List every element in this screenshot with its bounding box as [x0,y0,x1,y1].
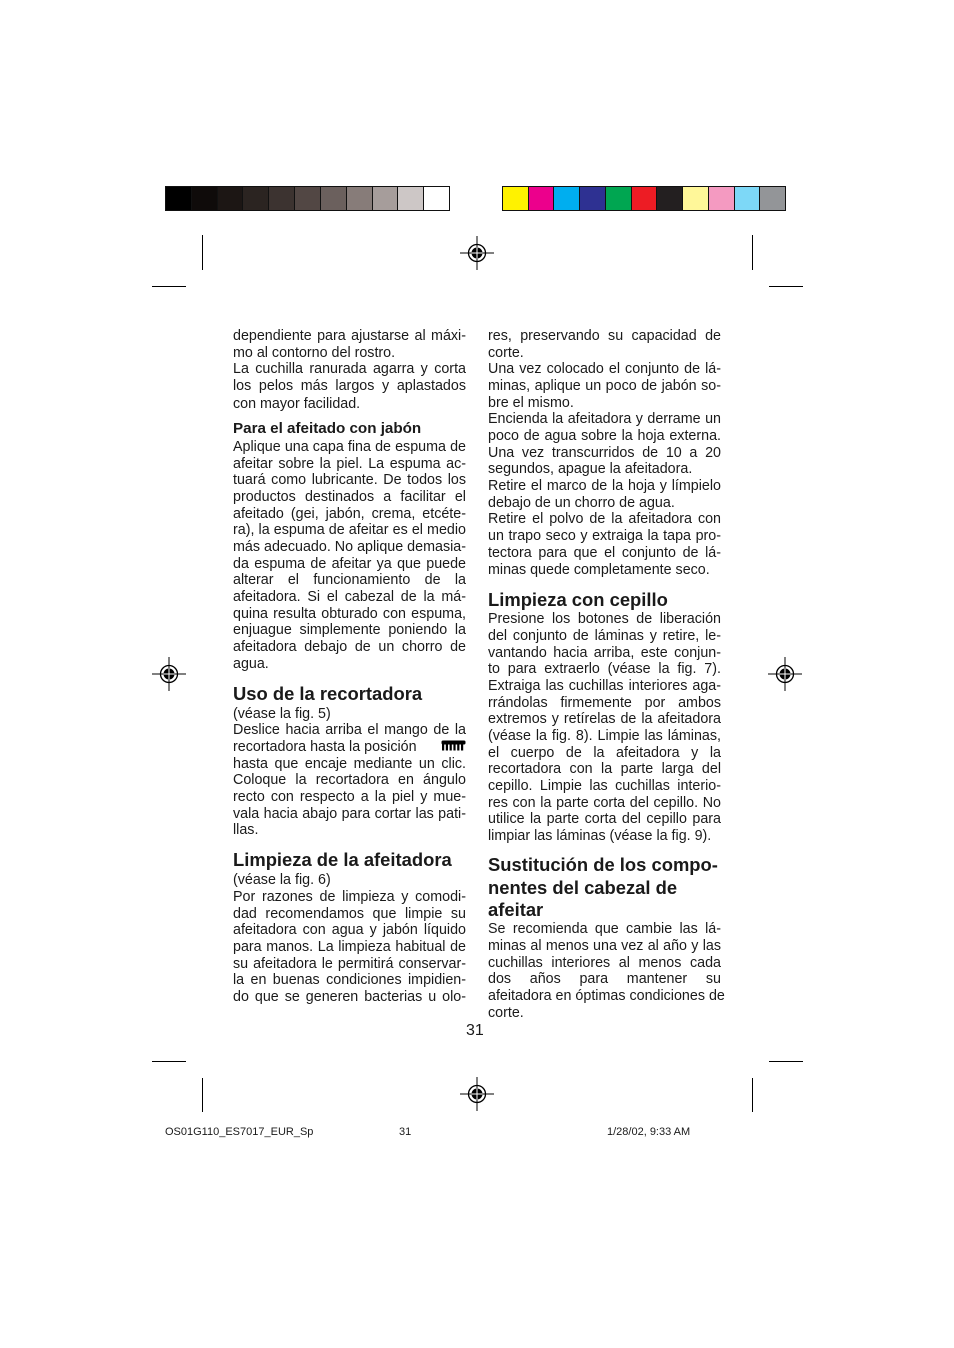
color-calibration-bar [502,186,786,211]
body-text-line: afeitadora en óptimas condiciones de [488,988,725,1004]
body-text-line: res, preservando su capacidad de [488,328,721,344]
color-swatch [735,187,761,210]
body-text-line: to para extraerlo (véase la fig. 7). [488,661,721,677]
slug-page: 31 [399,1126,412,1138]
body-text-line: dad recomendamos que limpie su [233,906,466,922]
body-text-line: Coloque la recortadora en ángulo [233,772,466,788]
body-text-line: corte. [488,345,524,361]
body-text-line: ra), la espuma de afeitar es el medio [233,522,466,538]
body-text-line: Aplique una capa fina de espuma de [233,439,466,455]
section-heading: Uso de la recortadora [233,683,423,704]
body-text-line: hasta que encaje mediante un clic. [233,756,466,772]
body-text-line: (véase la fig. 6) [233,872,331,888]
body-text-line: Retire el marco de la hoja y límpielo [488,478,721,494]
crop-mark [202,1078,203,1112]
slug-date: 1/28/02, 9:33 AM [607,1126,691,1138]
body-text-line: agua. [233,656,269,672]
body-text-line: Una vez colocado el conjunto de lá- [488,361,721,377]
body-text-line: mo al contorno del rostro. [233,345,396,361]
registration-target-icon [460,1077,494,1111]
body-text-line: un trapo seco y extraiga la tapa pro- [488,528,721,544]
body-text-line: los pelos más largos y aplastados [233,378,466,394]
body-text-line: da espuma de afeitar ya que puede [233,556,466,572]
body-text-line: tectora para que el conjunto de lá- [488,545,721,561]
body-text-line: Retire el polvo de la afeitadora con [488,511,721,527]
body-text-line: cuchillas interiores al menos cada [488,955,721,971]
body-text-line: poco de agua sobre la hoja externa. [488,428,721,444]
body-text-line: productos destinados a facilitar el [233,489,466,505]
body-text-line: limpiar las láminas (véase la fig. 9). [488,828,712,844]
color-swatch [554,187,580,210]
section-subheading: Para el afeitado con jabón [233,420,422,437]
body-text-line: quina resulta obturado con espuma, [233,606,466,622]
crop-mark [752,1078,753,1112]
body-text-line: con mayor facilidad. [233,396,361,412]
color-swatch [760,187,785,210]
color-swatch [683,187,709,210]
section-heading: Limpieza con cepillo [488,589,668,610]
color-swatch [580,187,606,210]
body-text-line: su afeitadora le permitirá conservar- [233,956,466,972]
color-swatch [632,187,658,210]
color-swatch [269,187,295,210]
slug-filename: OS01G110_ES7017_EUR_Sp [165,1126,314,1138]
page-number: 31 [466,1022,484,1039]
body-text-line: recortadora con la parte larga del [488,761,721,777]
body-text-line: afeitadora con agua y jabón líquido [233,922,466,938]
body-text-line: enjuague simplemente poniendo la [233,622,466,638]
body-text-line: dos años para mantener su [488,971,721,987]
crop-mark [752,235,753,270]
color-swatch [373,187,399,210]
body-text-line: La cuchilla ranurada agarra y corta [233,361,466,377]
body-text-line: Por razones de limpieza y comodi- [233,889,466,905]
section-heading: nentes del cabezal de [488,877,678,898]
color-swatch [218,187,244,210]
color-swatch [529,187,555,210]
body-text-line: Se recomienda que cambie las lá- [488,921,721,937]
body-text-line: res con la parte corta del cepillo. No [488,795,721,811]
body-text-line: bre el mismo. [488,395,574,411]
body-text-line: cepillo. Limpie las cuchillas interio- [488,778,721,794]
body-text-line: extremos y retírelas de la afeitadora [488,711,721,727]
body-text-line: minas al menos una vez al año y las [488,938,721,954]
body-text-line: do que se generen bacterias u olo- [233,989,466,1005]
color-swatch [347,187,373,210]
color-swatch [398,187,424,210]
body-text-line: Una vez transcurridos de 10 a 20 [488,445,721,461]
body-text-line: Extraiga las cuchillas interiores aga- [488,678,721,694]
color-swatch [166,187,192,210]
body-text-line: afeitadora debajo de un chorro de [233,639,466,655]
body-text-line: segundos, apague la afeitadora. [488,461,693,477]
body-text-line: utilice la parte corta del cepillo para [488,811,721,827]
body-text-line: del conjunto de láminas y retire, le- [488,628,721,644]
body-text-line: afeitado (gei, jabón, crema, etcéte- [233,506,466,522]
body-text-line: vantando hacia arriba, este conjun- [488,645,721,661]
body-text-line: minas, aplique un poco de jabón so- [488,378,721,394]
body-text-line: corte. [488,1005,524,1021]
body-text-line: tuará como lubricante. De todos los [233,472,466,488]
body-text-line: más adecuado. No aplique demasia- [233,539,466,555]
section-heading: afeitar [488,899,544,920]
body-text-line: afeitadora. Si el cabezal de la má- [233,589,466,605]
body-text-line: debajo de un chorro de agua. [488,495,675,511]
trimmer-position-icon [441,740,466,751]
registration-target-icon [768,657,802,691]
color-swatch [295,187,321,210]
section-heading: Limpieza de la afeitadora [233,849,452,870]
registration-target-icon [460,236,494,270]
body-text-line: (véase la fig. 8). Limpie las láminas, [488,728,721,744]
body-text-line: llas. [233,822,259,838]
crop-mark [152,1061,186,1062]
crop-mark [769,286,803,287]
crop-mark [202,235,203,270]
color-swatch [192,187,218,210]
body-text-line: afeitar sobre la piel. La espuma ac- [233,456,466,472]
color-swatch [321,187,347,210]
color-swatch [606,187,632,210]
body-text-line: recortadora hasta la posición [233,739,417,755]
color-swatch [424,187,449,210]
crop-mark [769,1061,803,1062]
body-text-line: recto con respecto a la piel y mue- [233,789,466,805]
body-text-line: la en buenas condiciones impidien- [233,972,466,988]
body-text-line: Deslice hacia arriba el mango de la [233,722,466,738]
body-text-line: rrándolas firmemente por ambos [488,695,721,711]
body-text-line: vala hacia abajo para cortar las pati- [233,806,466,822]
registration-target-icon [152,657,186,691]
color-swatch [657,187,683,210]
color-swatch [709,187,735,210]
color-swatch [243,187,269,210]
body-text-line: el cuerpo de la afeitadora y la [488,745,721,761]
color-swatch [503,187,529,210]
body-text-line: Encienda la afeitadora y derrame un [488,411,721,427]
body-text-line: minas quede completamente seco. [488,562,710,578]
body-text-line: Presione los botones de liberación [488,611,721,627]
body-text-line: dependiente para ajustarse al máxi- [233,328,466,344]
grayscale-calibration-bar [165,186,450,211]
body-text-line: (véase la fig. 5) [233,706,331,722]
body-text-line: para manos. La limpieza habitual de [233,939,466,955]
body-text-line: alterar el funcionamiento de la [233,572,466,588]
crop-mark [152,286,186,287]
section-heading: Sustitución de los compo- [488,854,718,875]
